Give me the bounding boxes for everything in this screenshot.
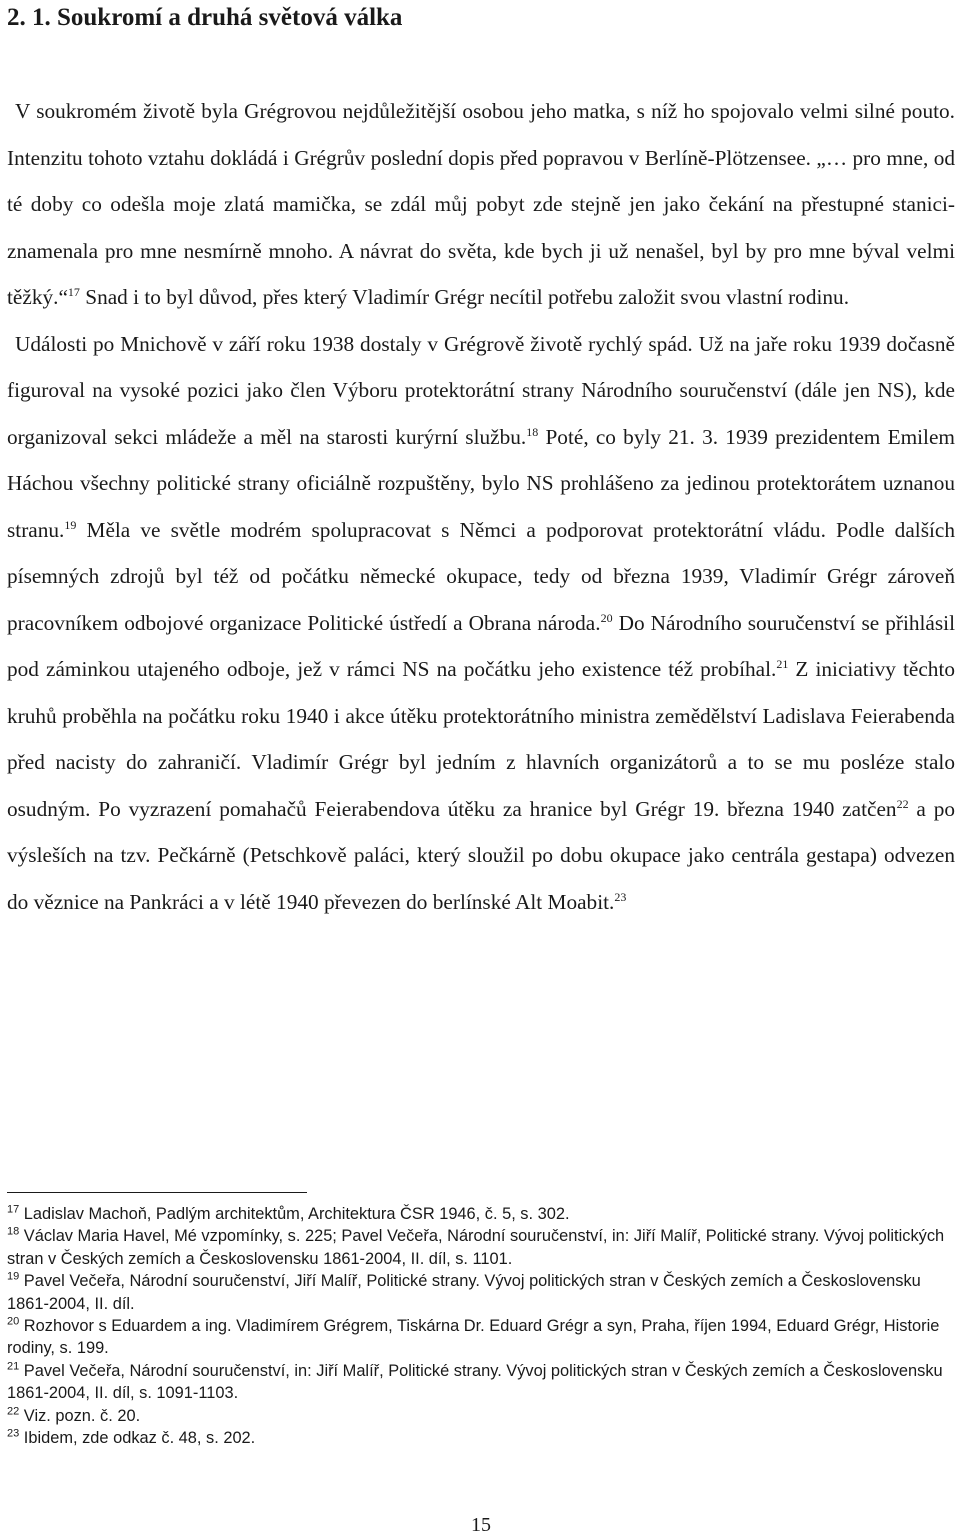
footnote-reference[interactable]: 23 [614, 889, 627, 904]
page-number: 15 [471, 1514, 491, 1536]
paragraph-text: a po výsleších na tzv. Pečkárně (Petschkově paláci, který sloužil po dobu okupace jako centrála gestapa) odvezen do věznice na Pankráci a v létě 1940 převezen do berlínské Alt Moabit. [7, 796, 955, 914]
document-page [7, 0, 955, 1537]
paragraph-text: Měla ve světle modrém spolupracovat s Němci a podporovat protektorátní vládu. Podle dalších písemných zdrojů byl též od počátku německé okupace, tedy od března 1939, Vladimír Grégr zároveň pracovníkem odbojové organizace Politické ústředí a Obrana národa. [7, 517, 955, 635]
paragraph-text: Do Národního souručenství se přihlásil pod záminkou utajeného odboje, jež v rámci NS na počátku jeho existence též probíhal. [7, 610, 956, 681]
footnote-text: Rozhovor s Eduardem a ing. Vladimírem Grégrem, Tiskárna Dr. Eduard Grégr a syn, Praha, říjen 1994, Eduard Grégr, Historie rodiny, s. 199. [7, 1317, 940, 1358]
body-text [7, 88, 955, 925]
footnote-reference[interactable]: 20 [600, 610, 613, 625]
footnote [7, 1405, 955, 1427]
paragraph [7, 321, 955, 926]
footnotes [7, 1203, 955, 1449]
paragraph-text: Poté, co byly 21. 3. 1939 prezidentem Emilem Háchou všechny politické strany oficiálně rozpuštěny, bylo NS prohlášeno za jedinou protektorátem uznanou stranu. [7, 424, 955, 542]
footnote-number: 17 [7, 1203, 20, 1216]
footnote-reference[interactable]: 21 [776, 656, 789, 671]
footnote-reference[interactable]: 19 [64, 517, 77, 532]
footnote-reference[interactable]: 18 [526, 424, 539, 439]
paragraph-text: Snad i to byl důvod, přes který Vladimír Grégr necítil potřebu založit svou vlastní rodinu. [79, 285, 850, 309]
footnote-text: Ibidem, zde odkaz č. 48, s. 202. [19, 1429, 256, 1448]
footnote-number: 23 [7, 1427, 20, 1440]
footnote-text: Ladislav Machoň, Padlým architektům, Architektura ČSR 1946, č. 5, s. 302. [19, 1205, 570, 1223]
section-heading: 2. 1. Soukromí a druhá světová válka [7, 4, 403, 31]
footnote-number: 20 [7, 1315, 20, 1328]
footnote [7, 1270, 955, 1315]
footnote-number: 18 [7, 1225, 20, 1238]
footnote-text: Viz. pozn. č. 20. [19, 1406, 141, 1425]
footnote [7, 1360, 955, 1405]
footnote-number: 22 [7, 1405, 20, 1418]
footnote-reference[interactable]: 17 [67, 284, 80, 299]
footnote [7, 1225, 955, 1270]
footnote-separator [7, 1192, 307, 1193]
paragraph-text: Události po Mnichově v září roku 1938 dostaly v Grégrově životě rychlý spád. Už na jaře roku 1939 dočasně figuroval na vysoké pozici jako člen Výboru protektorátní strany Národního souručenství (dále jen NS), kde organizoval sekci mládeže a měl na starosti kurýrní službu. [7, 331, 955, 449]
paragraph-text: V soukromém životě byla Grégrovou nejdůležitější osobou jeho matka, s níž ho spojovalo velmi silné pouto. Intenzitu tohoto vztahu dokládá i Grégrův poslední dopis před popravou v Berlíně-Plötzensee. „… pro mne, od té doby co odešla moje zlatá mamička, se zdál můj pobyt zde stejně jen jako čekání na přestupné stanici-znamenala pro mne nesmírně mnoho. A návrat do světa, kde bych ji už nenašel, byl by pro mne býval velmi těžký.“ [7, 99, 955, 309]
paragraph-text: Z iniciativy těchto kruhů proběhla na počátku roku 1940 i akce útěku protektorátního ministra zemědělství Ladislava Feierabenda před nacisty do zahraničí. Vladimír Grégr byl jedním z hlavních organizátorů a to se mu posléze stalo osudným. Po vyzrazení pomahačů Feierabendova útěku za hranice byl Grégr 19. března 1940 zatčen [7, 657, 956, 821]
footnote [7, 1427, 955, 1449]
footnote-reference[interactable]: 22 [896, 796, 909, 811]
footnote-text: Pavel Večeřa, Národní souručenství, Jiří Malíř, Politické strany. Vývoj politických stran v Českých zemích a Československu 1861-2004, II. díl. [7, 1272, 921, 1313]
footnote [7, 1315, 955, 1360]
paragraph [7, 88, 955, 321]
footnote-number: 19 [7, 1270, 20, 1283]
footnote-text: Pavel Večeřa, Národní souručenství, in: Jiří Malíř, Politické strany. Vývoj politických stran v Českých zemích a Československu 1861-2004, II. díl, s. 1091-1103. [7, 1361, 943, 1403]
footnote-text: Václav Maria Havel, Mé vzpomínky, s. 225; Pavel Večeřa, Národní souručenství, in: Jiří Malíř, Politické strany. Vývoj politických stran v Českých zemích a Československu 1861-2004, II. díl, s. 1101. [7, 1227, 945, 1268]
footnote [7, 1203, 955, 1225]
footnote-number: 21 [7, 1360, 20, 1373]
